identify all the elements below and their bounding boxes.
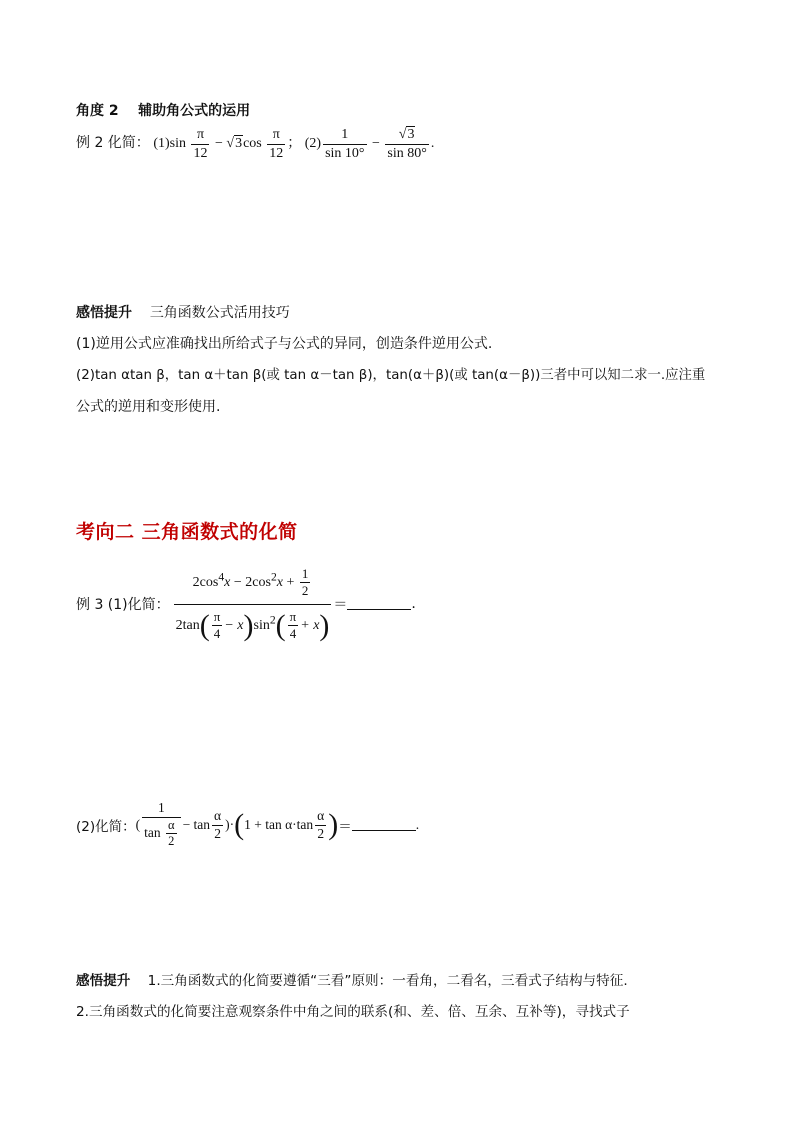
- example-3-2-prefix: (2)化简：: [76, 819, 136, 835]
- one-over-tan-fraction: 1 tan $\frac{\alpha}{2}$: [142, 800, 180, 850]
- insight-2-line-2: 2.三角函数式的化简要注意观察条件中角之间的联系(和、差、倍、互余、互补等)，寻找式子: [76, 1004, 630, 1020]
- fraction-pi-12: $\frac{\pi}{12}$: [193, 127, 208, 161]
- example-2-prefix: 例 2 化简：: [76, 135, 150, 152]
- insight-1-heading: [76, 302, 290, 324]
- fraction-sqrt3-sin80: $\frac{√3}{\sin 80^\circ}$: [387, 127, 427, 161]
- ex2-part1-tag: (1)sin: [153, 136, 186, 152]
- angle-title: 辅助角公式的运用: [138, 103, 251, 119]
- example-3-2: (2)化简： ( 1 tan $\frac{\alpha}{2}$ − tan $\frac{\alpha}{2}$ ) · ( 1 + tan α·tan $\frac{\alpha}{2}$ ) ＝ .: [76, 799, 420, 849]
- main-fraction-numerator: $2\cos^4x - 2\cos^2x$ + $\frac{1}{2}$: [174, 566, 332, 605]
- alpha-over-2-fraction-second: $\frac{\alpha}{2}$: [317, 807, 325, 841]
- alpha-over-2-fraction: $\frac{\alpha}{2}$: [214, 807, 222, 841]
- example-3-prefix: 例 3 (1)化简：: [76, 597, 170, 613]
- main-fraction-denominator: 2tan( $\frac{\pi}{4}$ − $x)\sin^2$( $\frac{\pi}{4}$ + x): [175, 608, 330, 642]
- insight-1-line-3: 公式的逆用和变形使用.: [76, 399, 221, 415]
- main-fraction: [174, 566, 332, 642]
- example-3-1: 例 3 (1)化简： $2\cos^4x - 2\cos^2x$ + $\frac{1}{2}$ 2tan( $\frac{\pi}{4}$ − $x)\sin^2$( $\frac{\pi}{4}$ + x) ＝ .: [76, 566, 416, 642]
- insight-2-line-1: 感悟提升 1.三角函数式的化简要遵循“三看”原则：一看角，二看名，三看式子结构与特征.: [76, 973, 628, 989]
- angle-label: 角度 2: [76, 103, 119, 119]
- example-2: 例 2 化简： (1)sin $\frac{\pi}{12}$ − √3cos $\frac{\pi}{12}$ ； (2) $\frac{1}{\sin 10^\circ}$ − $\frac{√3}{\sin 80^\circ}$ .: [76, 127, 435, 161]
- section-heading: 考向二 三角函数式的化简: [76, 521, 298, 543]
- insight-1-line-2: (2)tan αtan β，tan α＋tan β(或 tan α－tan β)，tan(α＋β)(或 tan(α－β))三者中可以知二求一.应注重: [76, 368, 706, 383]
- insight-1-line-1: (1)逆用公式应准确找出所给式子与公式的异同，创造条件逆用公式.: [76, 336, 493, 352]
- insight-2-label: 感悟提升: [76, 973, 131, 989]
- fraction-pi-12-second: $\frac{\pi}{12}$: [269, 127, 284, 161]
- fraction-1-sin10: $\frac{1}{\sin 10^\circ}$: [325, 127, 365, 161]
- answer-blank-2[interactable]: [352, 820, 416, 831]
- sqrt-3: √3: [226, 136, 243, 152]
- insight-title: 三角函数公式活用技巧: [149, 305, 290, 321]
- half-fraction: $\frac{1}{2}$: [301, 566, 309, 599]
- insight-label: 感悟提升: [76, 305, 132, 321]
- angle-heading: [76, 100, 250, 122]
- answer-blank-1[interactable]: [347, 599, 411, 610]
